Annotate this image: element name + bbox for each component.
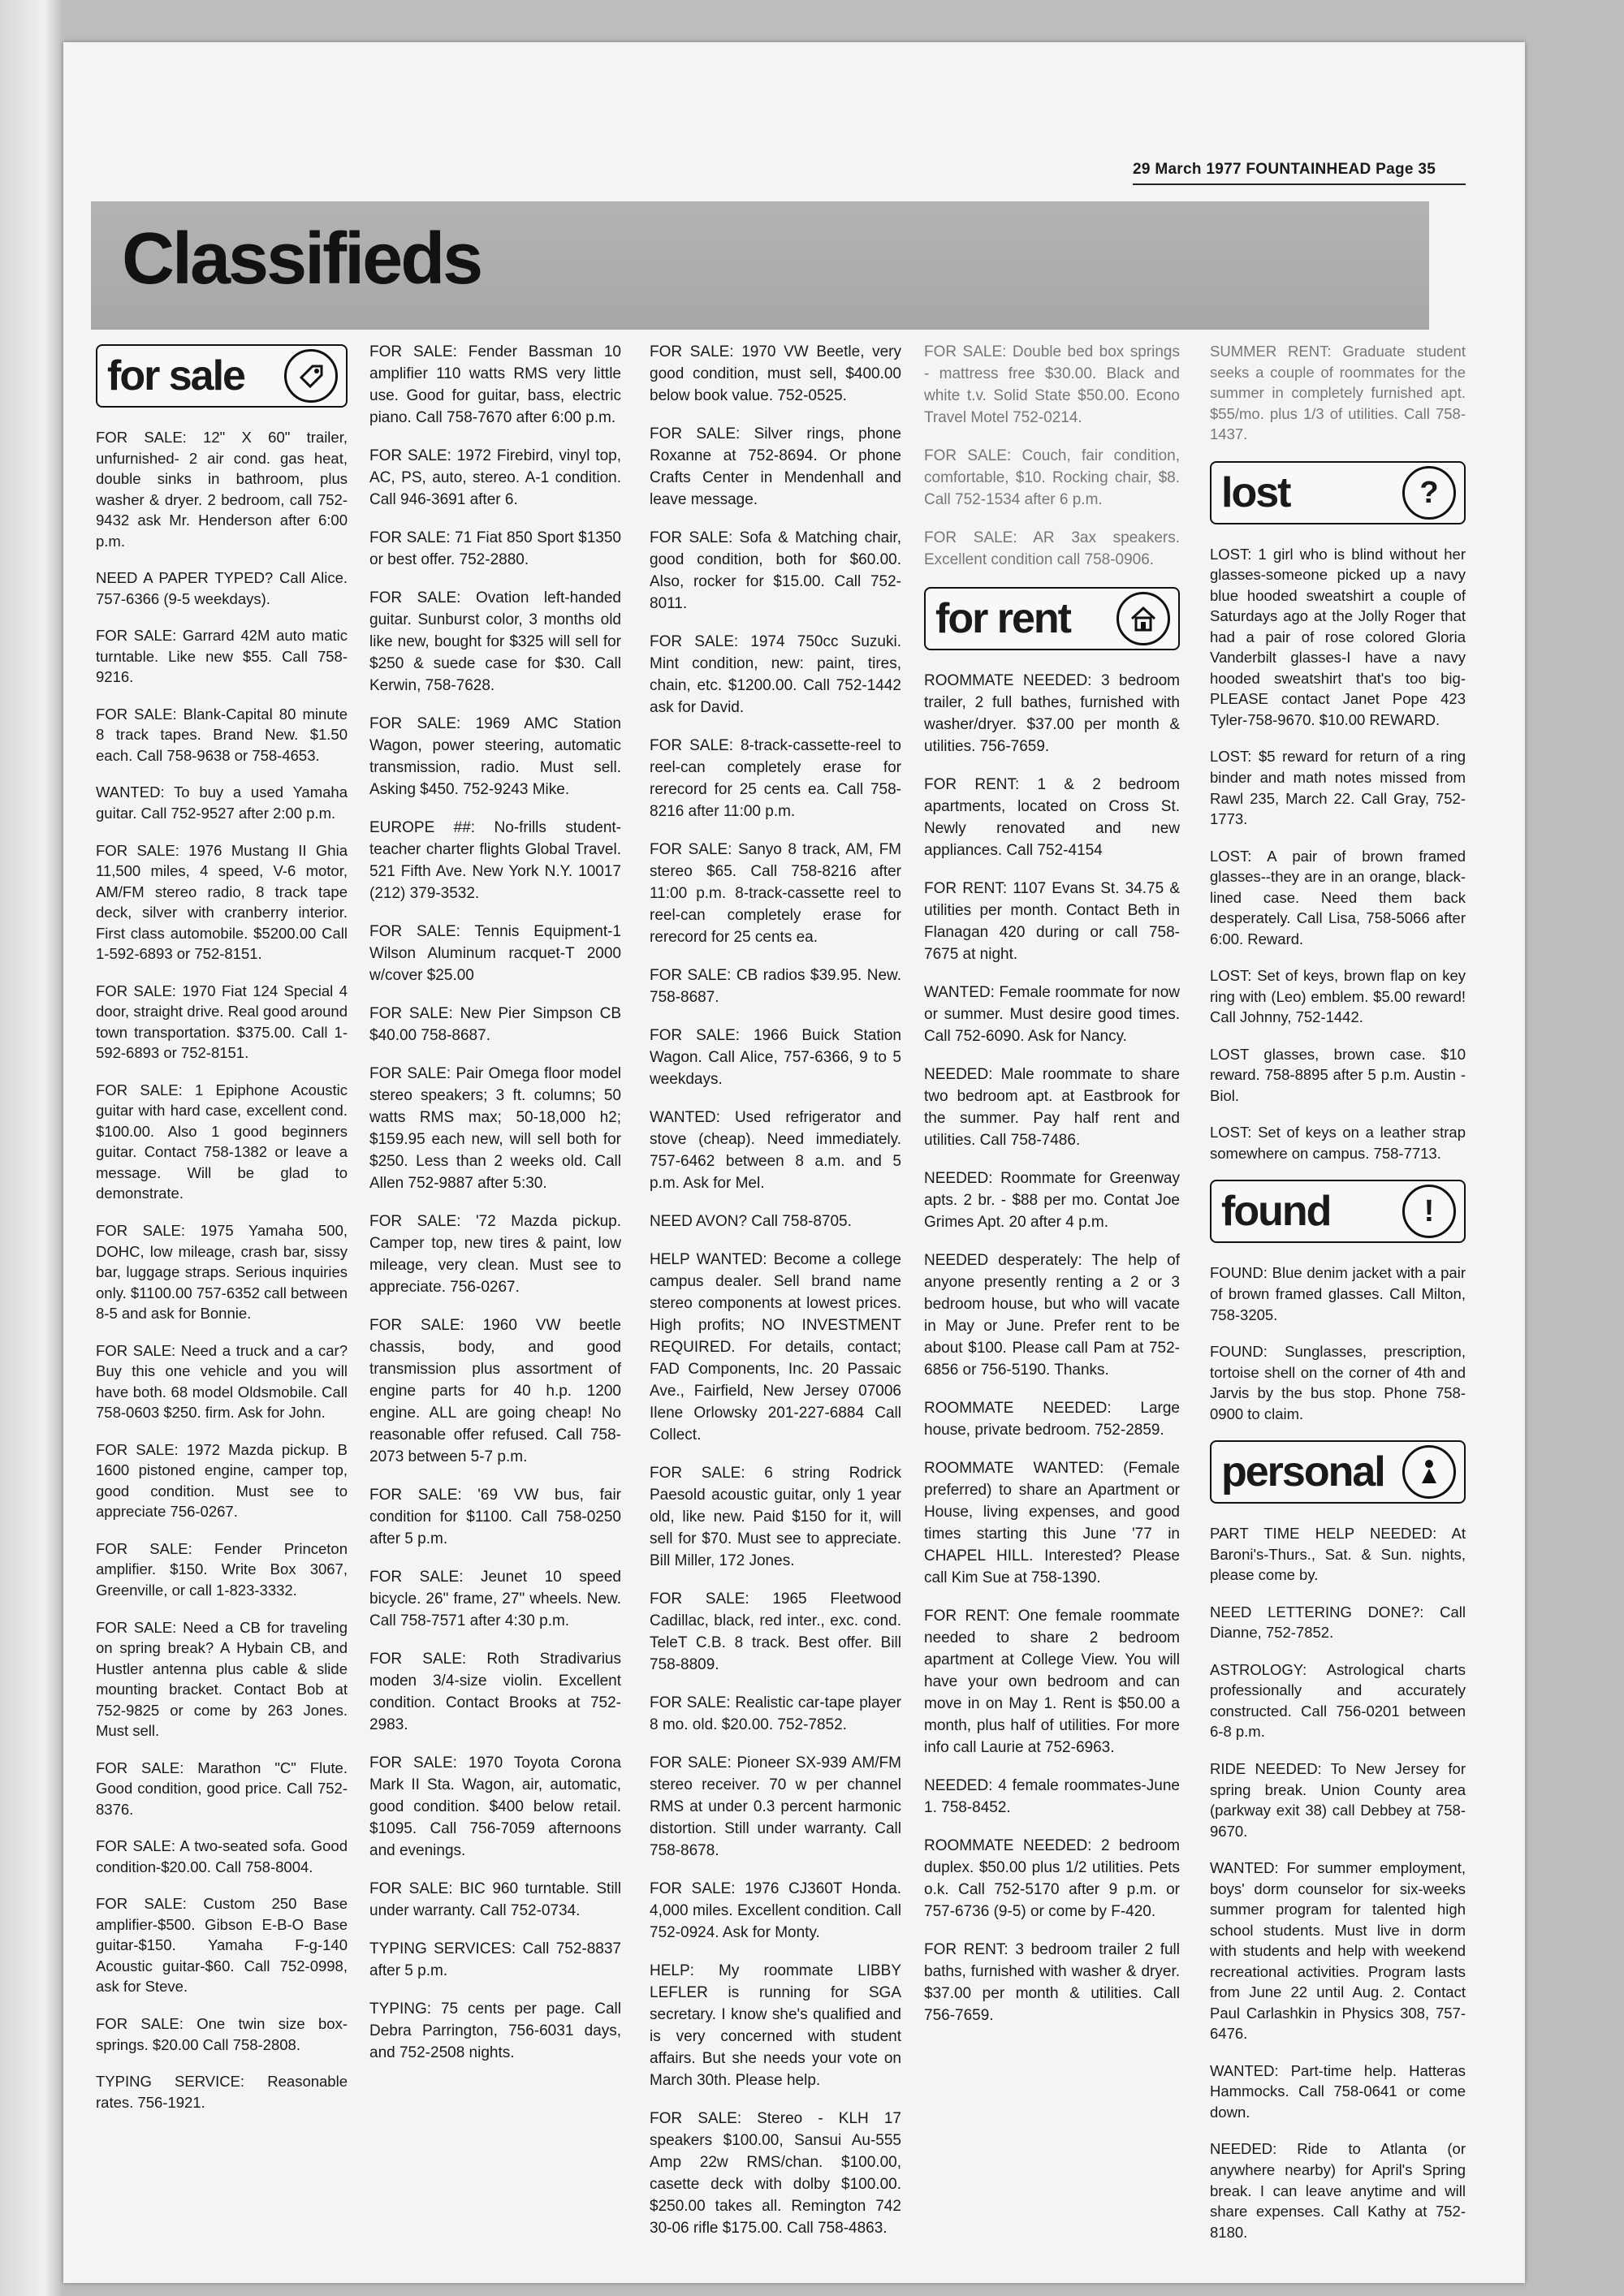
classified-ad: FOR SALE: Roth Stradivarius moden 3/4-size violin. Excellent condition. Contact Brooks at 752-2983. bbox=[369, 1651, 621, 1733]
section-title-lost: lost bbox=[1221, 468, 1290, 516]
classified-ad: FOR SALE: Garrard 42M auto matic turntable. Like new $55. Call 758-9216. bbox=[96, 627, 348, 686]
classified-ad: FOR SALE: Tennis Equipment-1 Wilson Aluminum racquet-T 2000 w/cover $25.00 bbox=[369, 923, 621, 984]
classified-ad: NEEDED desperately: The help of anyone presently renting a 2 or 3 bedroom house, but who will vacate in May or June. Prefer rent to be about $100. Please call Pam at 752-6856 or 756-5190. Thanks. bbox=[924, 1252, 1180, 1379]
classified-ad: FOUND: Sunglasses, prescription, tortoise shell on the corner of 4th and Jarvis by the bus stop. Phone 758-0900 to claim. bbox=[1210, 1343, 1466, 1422]
classified-ad: FOR SALE: BIC 960 turntable. Still under warranty. Call 752-0734. bbox=[369, 1880, 621, 1919]
classified-ad: NEED LETTERING DONE?: Call Dianne, 752-7852. bbox=[1210, 1603, 1466, 1642]
house-icon bbox=[1116, 592, 1170, 645]
classified-ad: WANTED: Part-time help. Hatteras Hammocks. Call 758-0641 or come down. bbox=[1210, 2061, 1466, 2121]
classified-ad: LOST glasses, brown case. $10 reward. 758-8895 after 5 p.m. Austin - Biol. bbox=[1210, 1045, 1466, 1104]
classified-ad: HELP WANTED: Become a college campus dealer. Sell brand name stereo components at lowest prices. High profits; NO INVESTMENT REQUIRED. For details, contact; FAD Components, Inc. 20 Passaic Ave., Fairfield, New Jersey 07006 Ilene Orlowsky 201-227-6884 Call Collect. bbox=[650, 1251, 901, 1444]
classified-ad: LOST: $5 reward for return of a ring binder and math notes missed from Rawl 235, March 22. Call Gray, 752-1773. bbox=[1210, 748, 1466, 828]
classified-ad: PART TIME HELP NEEDED: At Baroni's-Thurs., Sat. & Sun. nights, please come by. bbox=[1210, 1525, 1466, 1584]
column-4 bbox=[924, 341, 1180, 2043]
classified-ad: LOST: 1 girl who is blind without her glasses-someone picked up a navy blue hooded sweatshirt a couple of Saturdays ago at the Jolly Roger that had a pair of rose colored Gloria Vanderbilt glasses-I have a navy hooded sweatshirt that's too big-PLEASE contact Janet Pope 423 Tyler-758-9670. $10.00 REWARD. bbox=[1210, 545, 1466, 728]
classified-ad: FOR SALE: '72 Mazda pickup. Camper top, new tires & paint, low mileage, very clean. Must see to appreciate. 756-0267. bbox=[369, 1213, 621, 1296]
classified-ad: FOR SALE: 12" X 60" trailer, unfurnished- 2 air cond. gas heat, double sinks in bathroom, plus washer & dryer. 2 bedroom, call 752-9432 ask Mr. Henderson after 6:00 p.m. bbox=[96, 429, 348, 550]
classified-ad: FOR SALE: 1970 Toyota Corona Mark II Sta. Wagon, air, automatic, good condition. $400 below retail. $1095. Call 756-7059 afternoons and evenings. bbox=[369, 1754, 621, 1859]
scan-left-margin bbox=[0, 0, 63, 2296]
classified-ad: WANTED: Female roommate for now or summer. Must desire good times. Call 752-6090. Ask for Nancy. bbox=[924, 984, 1180, 1045]
classified-ad: ROOMMATE NEEDED: Large house, private bedroom. 752-2859. bbox=[924, 1400, 1180, 1439]
classified-ad: NEED A PAPER TYPED? Call Alice. 757-6366 (9-5 weekdays). bbox=[96, 569, 348, 607]
ad-list bbox=[369, 341, 621, 2064]
exclamation-mark-icon: ! bbox=[1402, 1185, 1456, 1238]
classified-ad: FOR SALE: 1970 VW Beetle, very good condition, must sell, $400.00 below book value. 752-0525. bbox=[650, 343, 901, 404]
classified-ad: FOR SALE: Need a truck and a car? Buy this one vehicle and you will have both. 68 model Oldsmobile. Call 758-0603 $250. firm. Ask for John. bbox=[96, 1341, 348, 1422]
classified-ad: FOR SALE: A two-seated sofa. Good condition-$20.00. Call 758-8004. bbox=[96, 1837, 348, 1875]
classified-ad: LOST: Set of keys on a leather strap somewhere on campus. 758-7713. bbox=[1210, 1124, 1466, 1162]
classified-ad: FOR SALE: Blank-Capital 80 minute 8 track tapes. Brand New. $1.50 each. Call 758-9638 or 758-4653. bbox=[96, 705, 348, 764]
ad-list bbox=[1210, 1262, 1466, 1424]
classified-ad: FOR SALE: Marathon "C" Flute. Good condition, good price. Call 752-8376. bbox=[96, 1759, 348, 1818]
classified-ad: FOR SALE: '69 VW bus, fair condition for $1100. Call 758-0250 after 5 p.m. bbox=[369, 1487, 621, 1547]
classified-ad: FOR SALE: Need a CB for traveling on spring break? A Hybain CB, and Hustler antenna plus cable & slide mounting bracket. Contact Bob at 752-9825 or come by 263 Jones. Must sell. bbox=[96, 1618, 348, 1740]
classified-ad: NEEDED: 4 female roommates-June 1. 758-8452. bbox=[924, 1777, 1180, 1816]
classified-ad: ROOMMATE NEEDED: 3 bedroom trailer, 2 full bathes, furnished with washer/dryer. $37.00 per month & utilities. 756-7659. bbox=[924, 672, 1180, 755]
classified-ad: ROOMMATE NEEDED: 2 bedroom duplex. $50.00 plus 1/2 utilities. Pets o.k. Call 752-5170 after 9 p.m. or 757-6736 (9-5) or come by F-420. bbox=[924, 1837, 1180, 1920]
section-header-for-rent bbox=[924, 587, 1180, 650]
classified-ad: TYPING SERVICES: Call 752-8837 after 5 p.m. bbox=[369, 1940, 621, 1979]
ad-list bbox=[1210, 341, 1466, 445]
header-rule bbox=[1133, 183, 1466, 185]
classified-ad: FOR RENT: One female roommate needed to share 2 bedroom apartment at College View. You will have your own bedroom and can move in on May 1. Rent is $50.00 a month, plus half of utilities. For more info call Laurie at 752-6963. bbox=[924, 1608, 1180, 1756]
classified-ad: HELP: My roommate LIBBY LEFLER is running for SGA secretary. I know she's qualified and is very concerned with student affairs. But she needs your vote on March 30th. Please help. bbox=[650, 1962, 901, 2089]
classified-ad: FOR SALE: 1976 CJ360T Honda. 4,000 miles. Excellent condition. Call 752-0924. Ask for Monty. bbox=[650, 1880, 901, 1941]
classified-ad: FOR SALE: Custom 250 Base amplifier-$500. Gibson E-B-O Base guitar-$150. Yamaha F-g-140 Acoustic guitar-$60. Call 752-0998, ask for Steve. bbox=[96, 1895, 348, 1996]
classified-ad: FOR SALE: Jeunet 10 speed bicycle. 26" frame, 27" wheels. New. Call 758-7571 after 4:30 p.m. bbox=[369, 1569, 621, 1629]
section-header-found bbox=[1210, 1180, 1466, 1243]
classified-ad: FOR SALE: 1970 Fiat 124 Special 4 door, straight drive. Real good around town transportation. $375.00. Call 1-592-6893 or 752-8151. bbox=[96, 982, 348, 1062]
classified-ad: LOST: Set of keys, brown flap on key ring with (Leo) emblem. $5.00 reward! Call Johnny, 752-1442. bbox=[1210, 967, 1466, 1026]
page-title: Classifieds bbox=[122, 218, 482, 300]
ad-list bbox=[1210, 544, 1466, 1164]
classified-ad: FOUND: Blue denim jacket with a pair of brown framed glasses. Call Milton, 758-3205. bbox=[1210, 1264, 1466, 1323]
classified-ad: WANTED: Used refrigerator and stove (cheap). Need immediately. 757-6462 between 8 a.m. and 5 p.m. Ask for Mel. bbox=[650, 1109, 901, 1192]
column-2 bbox=[369, 341, 621, 2080]
section-title-personal: personal bbox=[1221, 1448, 1384, 1496]
price-tag-icon bbox=[284, 349, 338, 403]
classified-ad: FOR RENT: 1 & 2 bedroom apartments, located on Cross St. Newly renovated and new appliances. Call 752-4154 bbox=[924, 776, 1180, 859]
classified-ad: SUMMER RENT: Graduate student seeks a couple of roommates for the summer in completely furnished apt. $55/mo. plus 1/3 of utilities. Call 758-1437. bbox=[1210, 343, 1466, 443]
classified-ad: FOR SALE: AR 3ax speakers. Excellent condition call 758-0906. bbox=[924, 529, 1180, 568]
classified-ad: EUROPE ##: No-frills student-teacher charter flights Global Travel. 521 Fifth Ave. New York N.Y. 10017 (212) 379-3532. bbox=[369, 819, 621, 902]
classified-ad: NEEDED: Ride to Atlanta (or anywhere nearby) for April's Spring break. I can leave anytime and will share expenses. Call Kathy at 752-8180. bbox=[1210, 2140, 1466, 2241]
classified-ad: FOR SALE: New Pier Simpson CB $40.00 758-8687. bbox=[369, 1005, 621, 1044]
classified-ad: FOR SALE: CB radios $39.95. New. 758-8687. bbox=[650, 967, 901, 1006]
classified-ad: FOR SALE: Stereo - KLH 17 speakers $100.00, Sansui Au-555 Amp 22w RMS/chan. $100.00, casette deck with dolby $100.00. $250.00 takes all. Remington 742 30-06 rifle $175.00. Call 758-4863. bbox=[650, 2110, 901, 2237]
person-icon bbox=[1402, 1445, 1456, 1499]
classified-ad: TYPING SERVICE: Reasonable rates. 756-1921. bbox=[96, 2073, 348, 2111]
classified-ad: FOR SALE: Ovation left-handed guitar. Sunburst color, 3 months old like new, bought for $325 will sell for $250 & suede case for $30. Call Kerwin, 758-7628. bbox=[369, 589, 621, 694]
column-3 bbox=[650, 341, 901, 2255]
ad-list bbox=[1210, 1523, 1466, 2242]
classified-ad: LOST: A pair of brown framed glasses--they are in an orange, black-lined case. Need them back desperately. Call Lisa, 758-5066 after 6:00. Reward. bbox=[1210, 847, 1466, 947]
ad-list bbox=[650, 341, 901, 2239]
section-title-for-sale: for sale bbox=[107, 352, 244, 399]
classified-ad: FOR SALE: Pioneer SX-939 AM/FM stereo receiver. 70 w per channel RMS at under 0.3 percent harmonic distortion. Still under warranty. Call 758-8678. bbox=[650, 1754, 901, 1859]
classified-ad: WANTED: For summer employment, boys' dorm counselor for six-weeks summer program for talented high school students. Must live in dorm with students and help with weekend recreational activities. Program lasts from June 22 until Aug. 2. Contact Paul Carlashkin in Physics 308, 757-6476. bbox=[1210, 1859, 1466, 2043]
section-header-for-sale bbox=[96, 344, 348, 408]
section-title-for-rent: for rent bbox=[935, 595, 1070, 642]
classified-ad: FOR SALE: 1972 Firebird, vinyl top, AC, PS, auto, stereo. A-1 condition. Call 946-3691 after 6. bbox=[369, 447, 621, 508]
classified-ad: FOR SALE: Sanyo 8 track, AM, FM stereo $65. Call 758-8216 after 11:00 p.m. 8-track-cassette reel to reel-can completely erase for rerecord for 25 cents ea. bbox=[650, 841, 901, 946]
classified-ad: FOR SALE: 1972 Mazda pickup. B 1600 pistoned engine, camper top, good condition. Must see to appreciate 756-0267. bbox=[96, 1440, 348, 1521]
page-header: 29 March 1977 FOUNTAINHEAD Page 35 bbox=[1133, 161, 1436, 178]
classified-ad: FOR SALE: 1965 Fleetwood Cadillac, black, red inter., exc. cond. TeleT C.B. 8 track. Best offer. Bill 758-8809. bbox=[650, 1590, 901, 1673]
classified-ad: RIDE NEEDED: To New Jersey for spring break. Union County area (parkway exit 38) call Debbey at 758-9670. bbox=[1210, 1759, 1466, 1840]
classified-ad: FOR SALE: Double bed box springs - mattress free $30.00. Black and white t.v. Solid State $50.00. Econo Travel Motel 752-0214. bbox=[924, 343, 1180, 426]
ad-list bbox=[924, 670, 1180, 2026]
classified-ad: FOR SALE: One twin size box-springs. $20.00 Call 758-2808. bbox=[96, 2015, 348, 2053]
classified-ad: FOR SALE: Pair Omega floor model stereo speakers; 3 ft. columns; 50 watts RMS max; 50-18,000 h2; $159.95 each new, will sell both for $250. Less than 2 weeks old. Call Allen 752-9887 after 5:30. bbox=[369, 1065, 621, 1192]
classified-ad: FOR RENT: 3 bedroom trailer 2 full baths, furnished with washer & dryer. $37.00 per month & utilities. Call 756-7659. bbox=[924, 1941, 1180, 2024]
classified-ad: FOR SALE: Fender Bassman 10 amplifier 110 watts RMS very little use. Good for guitar, bass, electric piano. Call 758-7670 after 6:00 p.m. bbox=[369, 343, 621, 426]
classified-ad: NEEDED: Male roommate to share two bedroom apt. at Eastbrook for the summer. Pay half rent and utilities. Call 758-7486. bbox=[924, 1066, 1180, 1149]
column-5 bbox=[1210, 341, 1466, 2259]
classified-ad: FOR SALE: 1976 Mustang II Ghia 11,500 miles, 4 speed, V-6 motor, AM/FM stereo radio, 8 track tape deck, silver with cranberry interior. First class automobile. $5200.00 Call 1-592-6893 or 752-8151. bbox=[96, 841, 348, 963]
classified-ad: NEEDED: Roommate for Greenway apts. 2 br. - $88 per mo. Contat Joe Grimes Apt. 20 after 4 p.m. bbox=[924, 1170, 1180, 1231]
classified-ad: FOR SALE: 6 string Rodrick Paesold acoustic guitar, only 1 year old, like new. Paid $150 for it, will sell for $70. Must see to appreciate. Bill Miller, 172 Jones. bbox=[650, 1465, 901, 1569]
classified-ad: FOR RENT: 1107 Evans St. 34.75 & utilities per month. Contact Beth in Flanagan 420 during or call 758-7675 at night. bbox=[924, 880, 1180, 963]
classified-ad: FOR SALE: 8-track-cassette-reel to reel-can completely erase for rerecord for 25 cents ea. Call 758-8216 after 11:00 p.m. bbox=[650, 737, 901, 820]
classified-ad: TYPING: 75 cents per page. Call Debra Parrington, 756-6031 days, and 752-2508 nights. bbox=[369, 2000, 621, 2061]
classified-ad: FOR SALE: Realistic car-tape player 8 mo. old. $20.00. 752-7852. bbox=[650, 1694, 901, 1733]
classified-ad: FOR SALE: 71 Fiat 850 Sport $1350 or best offer. 752-2880. bbox=[369, 529, 621, 568]
classified-ad: FOR SALE: Fender Princeton amplifier. $150. Write Box 3067, Greenville, or call 1-823-3332. bbox=[96, 1539, 348, 1599]
question-mark-icon: ? bbox=[1402, 466, 1456, 520]
classified-ad: FOR SALE: 1974 750cc Suzuki. Mint condition, new: paint, tires, chain, etc. $1200.00. Call 752-1442 ask for David. bbox=[650, 633, 901, 716]
ad-list bbox=[96, 427, 348, 2113]
column-1 bbox=[96, 341, 348, 2129]
classified-ad: WANTED: To buy a used Yamaha guitar. Call 752-9527 after 2:00 p.m. bbox=[96, 783, 348, 822]
classified-ad: FOR SALE: Silver rings, phone Roxanne at 752-8694. Or phone Crafts Center in Mendenhall and leave message. bbox=[650, 425, 901, 508]
classified-ad: FOR SALE: 1960 VW beetle chassis, body, and good transmission plus assortment of engine parts for 40 h.p. 1200 engine. ALL are going cheap! No reasonable offer refused. Call 758-2073 between 5-7 p.m. bbox=[369, 1317, 621, 1465]
classified-ad: FOR SALE: 1975 Yamaha 500, DOHC, low mileage, crash bar, sissy bar, luggage straps. Serious inquiries only. $1100.00 757-6352 call between 8-5 and ask for Bonnie. bbox=[96, 1222, 348, 1323]
section-header-lost bbox=[1210, 461, 1466, 524]
classified-ad: ASTROLOGY: Astrological charts professionally and accurately constructed. Call 756-0201 between 6-8 p.m. bbox=[1210, 1660, 1466, 1741]
classified-ad: FOR SALE: 1966 Buick Station Wagon. Call Alice, 757-6366, 9 to 5 weekdays. bbox=[650, 1027, 901, 1088]
classified-ad: FOR SALE: 1 Epiphone Acoustic guitar with hard case, excellent cond. $100.00. Also 1 good beginners guitar. Contact 758-1382 or leave a message. Will be glad to demonstrate. bbox=[96, 1081, 348, 1202]
classified-ad: NEED AVON? Call 758-8705. bbox=[650, 1213, 852, 1230]
section-title-found: found bbox=[1221, 1188, 1331, 1236]
ad-list bbox=[924, 341, 1180, 571]
classified-ad: FOR SALE: Sofa & Matching chair, good condition, both for $60.00. Also, rocker for $15.00. Call 752-8011. bbox=[650, 529, 901, 612]
classified-ad: FOR SALE: Couch, fair condition, comfortable, $10. Rocking chair, $8. Call 752-1534 after 6 p.m. bbox=[924, 447, 1180, 508]
classified-ad: FOR SALE: 1969 AMC Station Wagon, power steering, automatic transmission, radio. Must sell. Asking $450. 752-9243 Mike. bbox=[369, 715, 621, 798]
section-header-personal bbox=[1210, 1440, 1466, 1504]
classified-ad: ROOMMATE WANTED: (Female preferred) to share an Apartment or House, living expenses, and good times starting this June '77 in CHAPEL HILL. Interested? Please call Kim Sue at 758-1390. bbox=[924, 1460, 1180, 1586]
